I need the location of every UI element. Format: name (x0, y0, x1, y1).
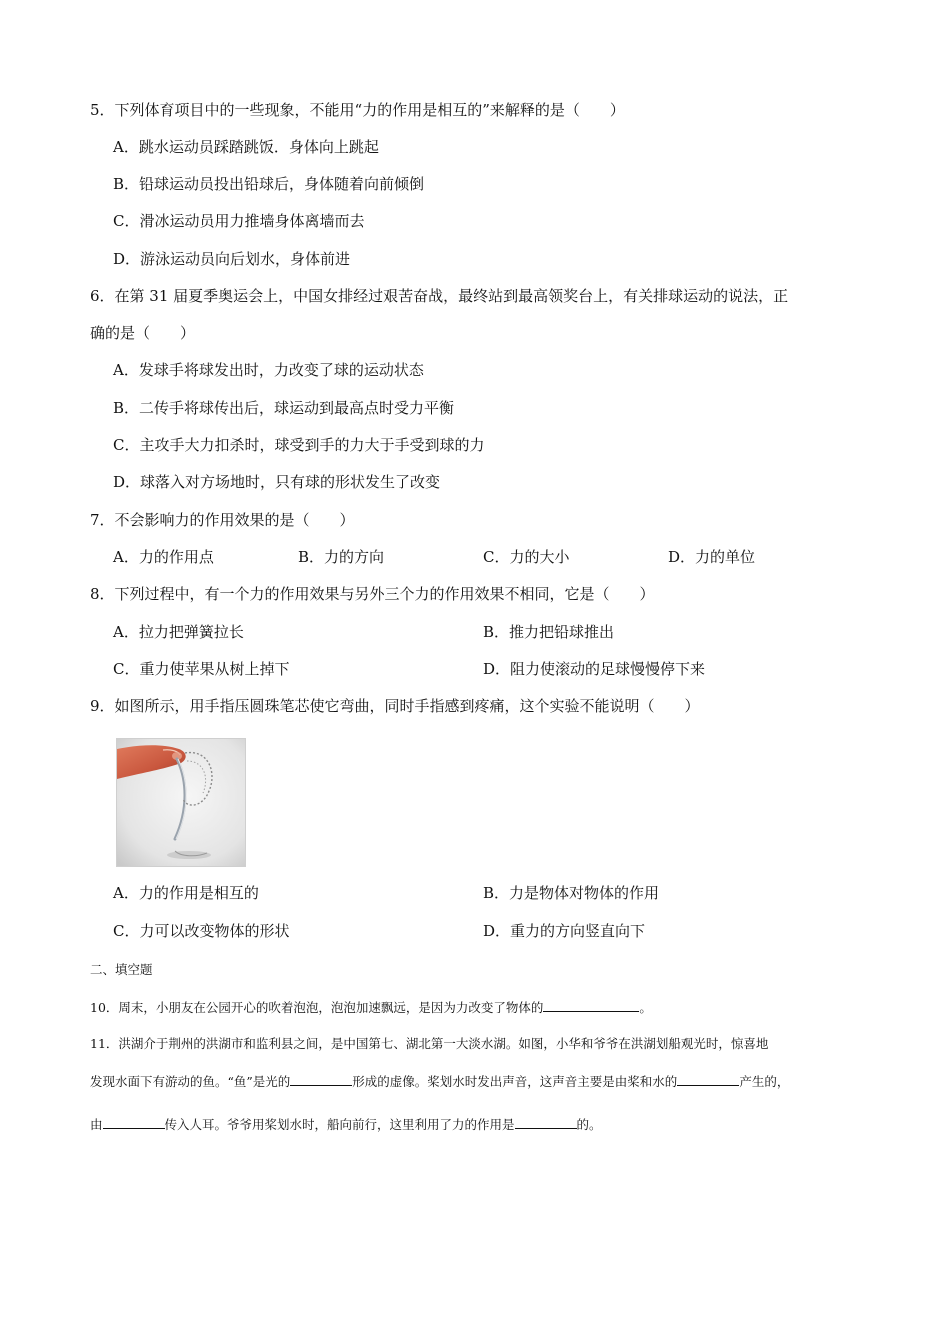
q7-stem: 7．不会影响力的作用效果的是（ ） (90, 511, 355, 529)
q9-option-b: B．力是物体对物体的作用 (483, 884, 660, 902)
q8-option-b: B．推力把铅球推出 (483, 623, 615, 641)
q9-option-c: C．力可以改变物体的形状 (113, 922, 290, 940)
q11-line3-b: 传入人耳。爷爷用桨划水时，船向前行，这里利用了力的作用是 (164, 1117, 515, 1132)
photo-illustration (117, 739, 245, 866)
q6-stem-line1: 6．在第 31 届夏季奥运会上，中国女排经过艰苦奋战，最终站到最高领奖台上，有关排球运动的说法，正 (90, 287, 789, 305)
q11-line1: 11．洪湖介于荆州的洪湖市和监利县之间，是中国第七、湖北第一大淡水湖。如图，小华和爷爷在洪湖划船观光时，惊喜地 (90, 1036, 769, 1051)
finger-pressing-pen-refill-photo (116, 738, 246, 867)
q10-text-a: 10．周末，小朋友在公园开心的吹着泡泡，泡泡加速飘远，是因为力改变了物体的 (90, 1000, 544, 1015)
q8-option-d: D．阻力使滚动的足球慢慢停下来 (483, 660, 706, 678)
q6-option-c: C．主攻手大力扣杀时，球受到手的力大于手受到球的力 (113, 436, 485, 454)
q5-option-d: D．游泳运动员向后划水，身体前进 (113, 250, 351, 268)
q11-line2-c: 产生的， (739, 1074, 790, 1089)
q6-option-a: A．发球手将球发出时，力改变了球的运动状态 (113, 361, 424, 379)
section-title-fill-in: 二、填空题 (90, 962, 153, 977)
q11-line2 (90, 1071, 789, 1092)
q7-option-a: A．力的作用点 (113, 548, 214, 566)
q5-stem: 5．下列体育项目中的一些现象，不能用“力的作用是相互的”来解释的是（ ） (90, 101, 625, 119)
q11-blank-3[interactable] (103, 1114, 165, 1129)
q11-line3 (90, 1114, 602, 1135)
q9-stem: 9．如图所示，用手指压圆珠笔芯使它弯曲，同时手指感到疼痛，这个实验不能说明（ ） (90, 697, 700, 715)
q5-option-b: B．铅球运动员投出铅球后，身体随着向前倾倒 (113, 175, 425, 193)
q11-blank-1[interactable] (290, 1071, 352, 1086)
q10-answer-blank[interactable] (543, 997, 639, 1012)
q11-line2-a: 发现水面下有游动的鱼。“鱼”是光的 (90, 1074, 291, 1089)
q8-option-c: C．重力使苹果从树上掉下 (113, 660, 290, 678)
q7-option-c: C．力的大小 (483, 548, 570, 566)
q5-option-a: A．跳水运动员踩踏跳饭．身体向上跳起 (113, 138, 379, 156)
q7-option-b: B．力的方向 (298, 548, 385, 566)
q11-blank-4[interactable] (515, 1114, 577, 1129)
q5-option-c: C．滑冰运动员用力推墙身体离墙而去 (113, 212, 365, 230)
q10-text-b: 。 (639, 1000, 652, 1015)
q8-stem: 8．下列过程中，有一个力的作用效果与另外三个力的作用效果不相同，它是（ ） (90, 585, 655, 603)
q9-option-d: D．重力的方向竖直向下 (483, 922, 646, 940)
q6-stem-line2: 确的是（ ） (90, 324, 196, 342)
q8-option-a: A．拉力把弹簧拉长 (113, 623, 244, 641)
q11-line2-b: 形成的虚像。桨划水时发出声音，这声音主要是由桨和水的 (352, 1074, 678, 1089)
q11-line3-c: 的。 (576, 1117, 602, 1132)
q9-option-a: A．力的作用是相互的 (113, 884, 259, 902)
q6-option-b: B．二传手将球传出后，球运动到最高点时受力平衡 (113, 399, 455, 417)
q10-text (90, 997, 652, 1018)
q7-option-d: D．力的单位 (668, 548, 756, 566)
q11-blank-2[interactable] (677, 1071, 739, 1086)
q6-option-d: D．球落入对方场地时，只有球的形状发生了改变 (113, 473, 441, 491)
q11-line3-a: 由 (90, 1117, 103, 1132)
